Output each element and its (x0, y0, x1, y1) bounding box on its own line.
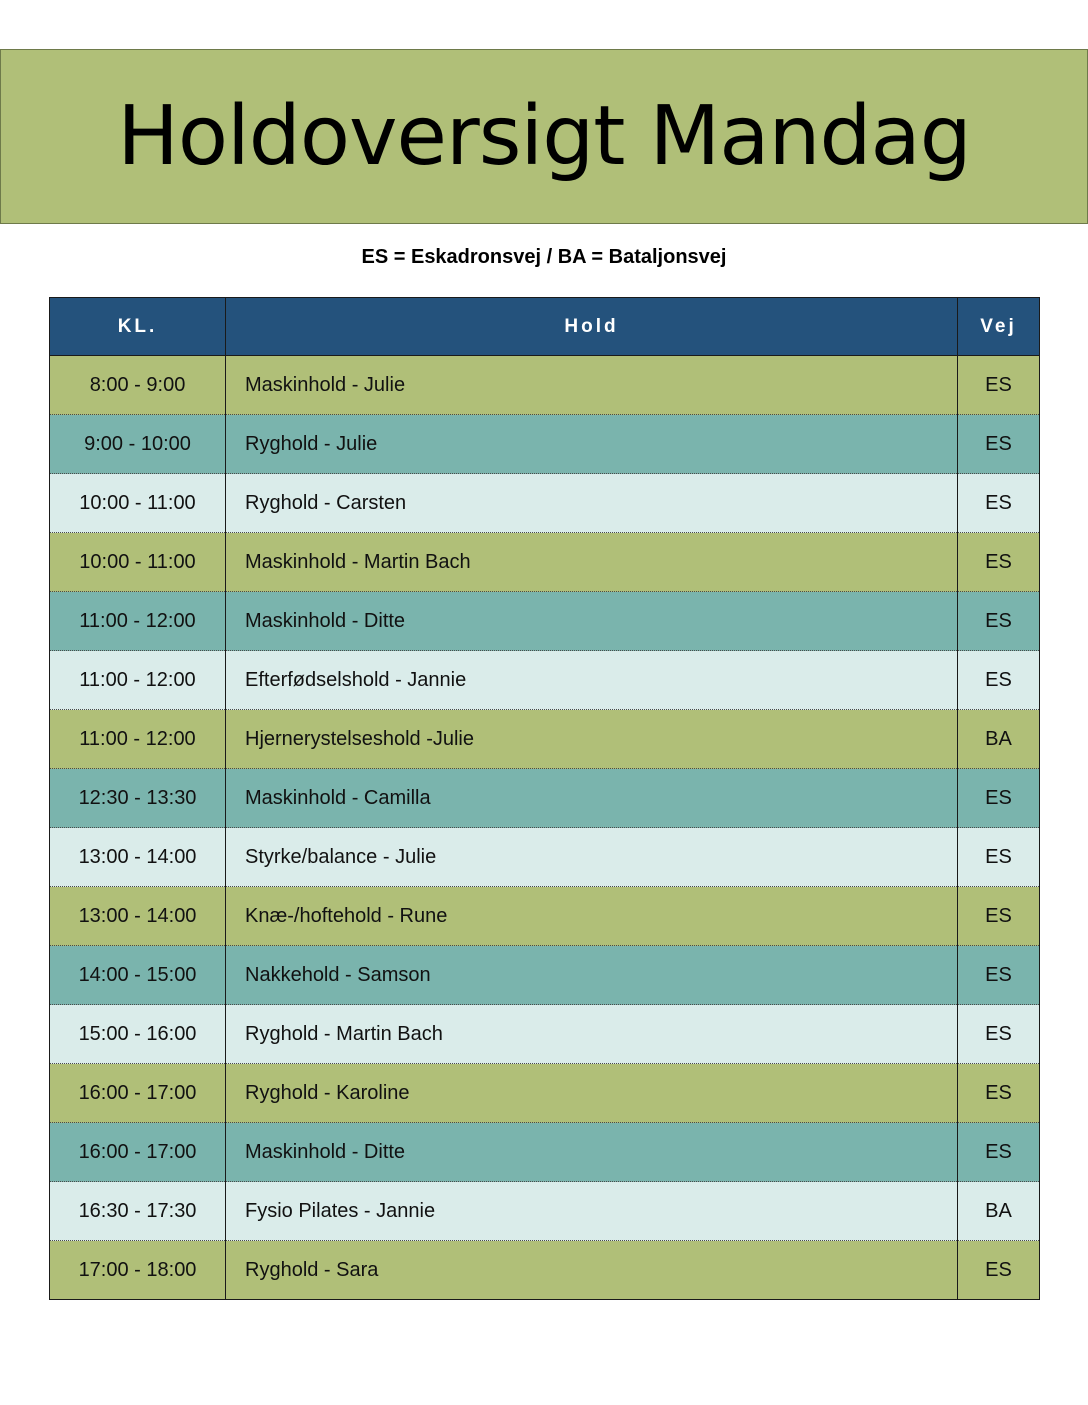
cell-time: 13:00 - 14:00 (50, 828, 226, 887)
cell-class: Maskinhold - Ditte (226, 1123, 958, 1182)
cell-class: Ryghold - Carsten (226, 474, 958, 533)
cell-location: ES (958, 356, 1040, 415)
cell-time: 10:00 - 11:00 (50, 474, 226, 533)
cell-class: Maskinhold - Julie (226, 356, 958, 415)
cell-time: 12:30 - 13:30 (50, 769, 226, 828)
cell-location: ES (958, 828, 1040, 887)
header-class: Hold (226, 298, 958, 356)
table-row (50, 474, 1040, 533)
cell-class: Ryghold - Julie (226, 415, 958, 474)
cell-location: ES (958, 415, 1040, 474)
cell-location: ES (958, 946, 1040, 1005)
schedule-table (49, 297, 1040, 1300)
table-row (50, 651, 1040, 710)
cell-location: ES (958, 1064, 1040, 1123)
cell-class: Maskinhold - Martin Bach (226, 533, 958, 592)
cell-time: 11:00 - 12:00 (50, 592, 226, 651)
cell-time: 9:00 - 10:00 (50, 415, 226, 474)
cell-location: BA (958, 710, 1040, 769)
cell-time: 8:00 - 9:00 (50, 356, 226, 415)
cell-class: Maskinhold - Camilla (226, 769, 958, 828)
table-row (50, 533, 1040, 592)
cell-time: 16:00 - 17:00 (50, 1123, 226, 1182)
cell-class: Efterfødselshold - Jannie (226, 651, 958, 710)
cell-class: Knæ-/hoftehold - Rune (226, 887, 958, 946)
table-row (50, 769, 1040, 828)
cell-time: 11:00 - 12:00 (50, 710, 226, 769)
table-row (50, 887, 1040, 946)
cell-time: 11:00 - 12:00 (50, 651, 226, 710)
cell-class: Nakkehold - Samson (226, 946, 958, 1005)
cell-class: Maskinhold - Ditte (226, 592, 958, 651)
cell-location: ES (958, 1241, 1040, 1300)
page-title: Holdoversigt Mandag (117, 89, 971, 184)
table-header-row (50, 298, 1040, 356)
cell-time: 10:00 - 11:00 (50, 533, 226, 592)
cell-location: ES (958, 592, 1040, 651)
cell-time: 13:00 - 14:00 (50, 887, 226, 946)
cell-class: Styrke/balance - Julie (226, 828, 958, 887)
cell-class: Ryghold - Sara (226, 1241, 958, 1300)
cell-location: ES (958, 1123, 1040, 1182)
cell-location: ES (958, 1005, 1040, 1064)
cell-location: BA (958, 1182, 1040, 1241)
header-time: KL. (50, 298, 226, 356)
cell-class: Ryghold - Martin Bach (226, 1005, 958, 1064)
cell-class: Fysio Pilates - Jannie (226, 1182, 958, 1241)
table-body (50, 356, 1040, 1300)
table-row (50, 1241, 1040, 1300)
table-row (50, 592, 1040, 651)
table-row (50, 415, 1040, 474)
table-row (50, 1182, 1040, 1241)
location-legend: ES = Eskadronsvej / BA = Bataljonsvej (361, 246, 727, 268)
cell-time: 16:00 - 17:00 (50, 1064, 226, 1123)
cell-time: 16:30 - 17:30 (50, 1182, 226, 1241)
table-row (50, 1064, 1040, 1123)
table-row (50, 1005, 1040, 1064)
cell-location: ES (958, 887, 1040, 946)
cell-location: ES (958, 651, 1040, 710)
cell-time: 17:00 - 18:00 (50, 1241, 226, 1300)
table-row (50, 1123, 1040, 1182)
table-row (50, 356, 1040, 415)
cell-location: ES (958, 769, 1040, 828)
cell-time: 15:00 - 16:00 (50, 1005, 226, 1064)
title-banner (0, 49, 1088, 224)
table-row (50, 946, 1040, 1005)
cell-location: ES (958, 533, 1040, 592)
cell-class: Hjernerystelseshold -Julie (226, 710, 958, 769)
cell-location: ES (958, 474, 1040, 533)
table-row (50, 828, 1040, 887)
table-row (50, 710, 1040, 769)
cell-class: Ryghold - Karoline (226, 1064, 958, 1123)
header-location: Vej (958, 298, 1040, 356)
cell-time: 14:00 - 15:00 (50, 946, 226, 1005)
